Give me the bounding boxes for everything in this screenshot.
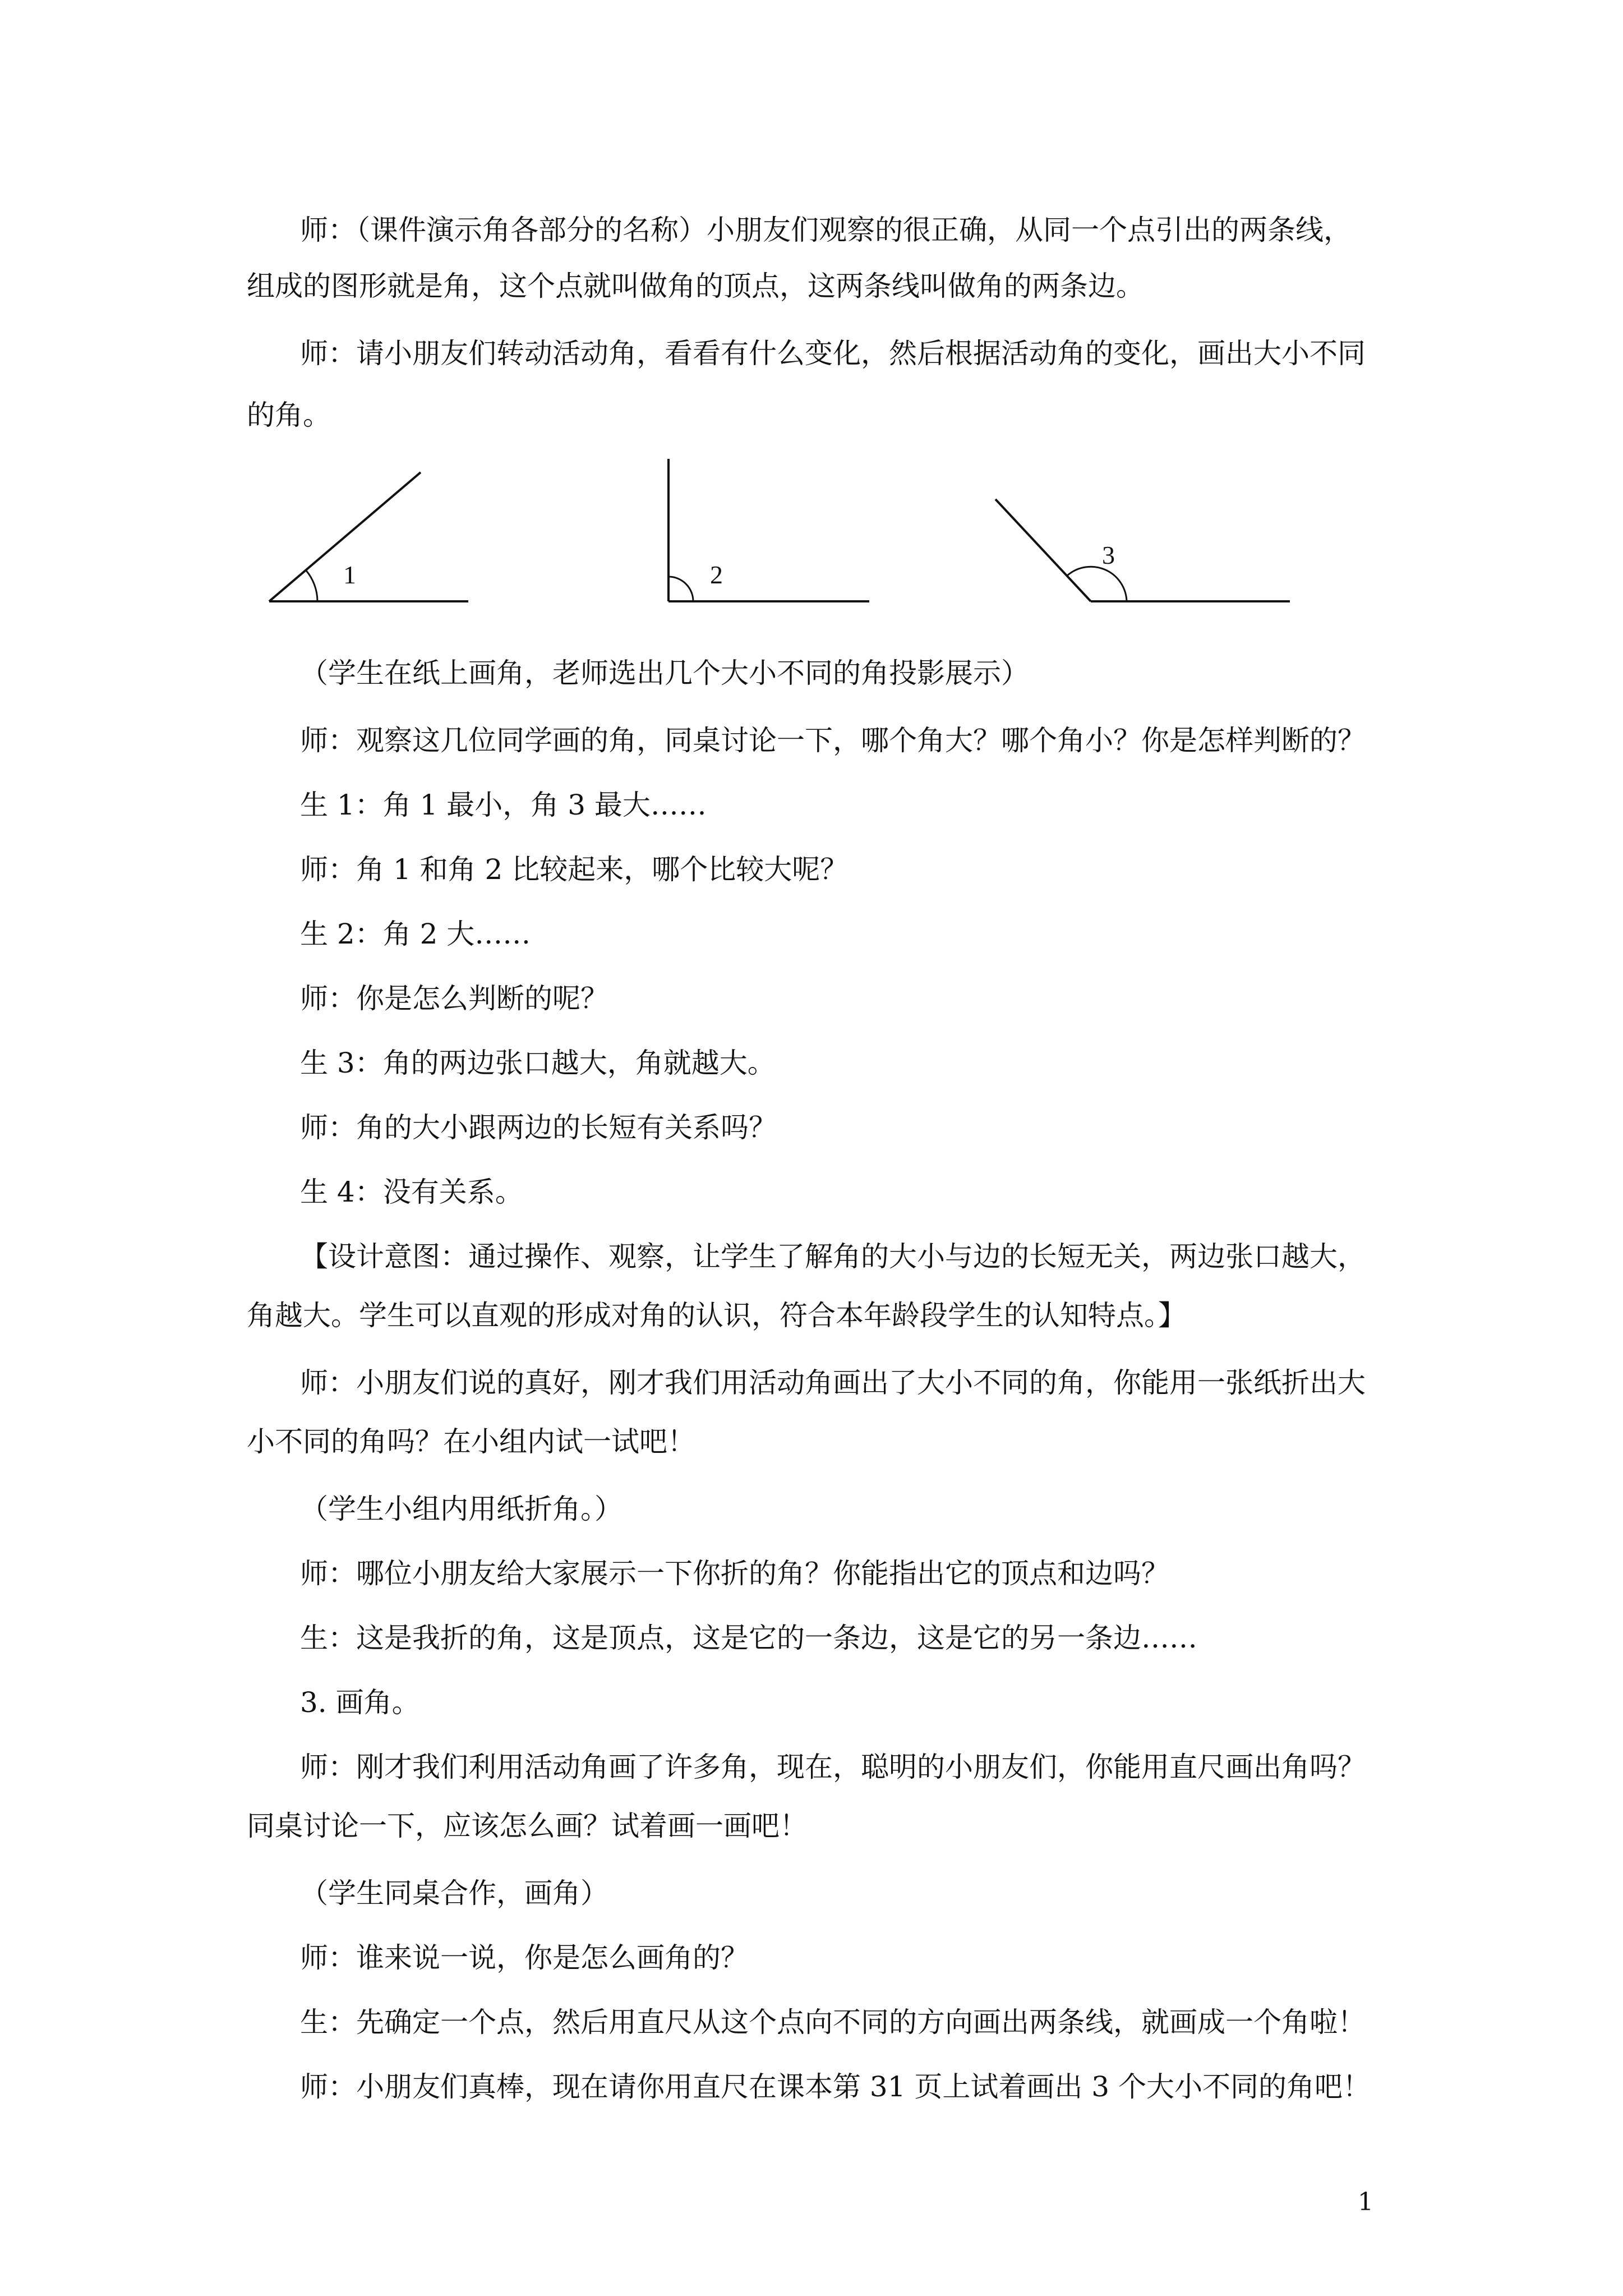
paragraph-text: 组成的图形就是角，这个点就叫做角的顶点，这两条线叫做角的两条边。 xyxy=(247,270,1144,302)
paragraph-text: 师：哪位小朋友给大家展示一下你折的角？你能指出它的顶点和边吗？ xyxy=(300,1557,1169,1590)
paragraph-text: 生 4：没有关系。 xyxy=(300,1176,523,1208)
paragraph-text: 生：这是我折的角，这是顶点，这是它的一条边，这是它的另一条边…… xyxy=(300,1622,1197,1654)
paragraph-text: 师：观察这几位同学画的角，同桌讨论一下，哪个角大？哪个角小？你是怎样判断的？ xyxy=(300,724,1366,757)
angle-1-label: 1 xyxy=(343,560,356,589)
design-intent-text: 【设计意图：通过操作、观察，让学生了解角的大小与边的长短无关，两边张口越大， xyxy=(300,1240,1366,1273)
paragraph-text: 生 1：角 1 最小，角 3 最大…… xyxy=(300,789,707,821)
paragraph-text: （学生在纸上画角，老师选出几个大小不同的角投影展示） xyxy=(300,657,1029,689)
paragraph-text: 的角。 xyxy=(247,399,331,431)
paragraph-text: 师：小朋友们说的真好，刚才我们用活动角画出了大小不同的角，你能用一张纸折出大 xyxy=(300,1366,1366,1399)
paragraph-text: 同桌讨论一下，应该怎么画？试着画一画吧！ xyxy=(247,1810,808,1842)
angle-1-arc xyxy=(306,570,317,601)
angle-1 xyxy=(269,472,468,601)
paragraph-text: 师：小朋友们真棒，现在请你用直尺在课本第 31 页上试着画出 3 个大小不同的角吧！ xyxy=(300,2070,1371,2103)
paragraph-text: 生：先确定一个点，然后用直尺从这个点向不同的方向画出两条线，就画成一个角啦！ xyxy=(300,2006,1366,2039)
angle-2-label: 2 xyxy=(710,560,723,589)
angle-3-label: 3 xyxy=(1102,541,1115,569)
angle-3 xyxy=(995,499,1290,601)
paragraph-text: 生 2：角 2 大…… xyxy=(300,918,531,950)
paragraph-text: （学生同桌合作，画角） xyxy=(300,1877,608,1910)
paragraph-text: 师：（课件演示角各部分的名称）小朋友们观察的很正确，从同一个点引出的两条线， xyxy=(300,214,1352,246)
angle-2 xyxy=(668,459,869,601)
paragraph-text: 师：角 1 和角 2 比较起来，哪个比较大呢？ xyxy=(300,853,849,886)
section-heading: 3. 画角。 xyxy=(300,1686,420,1719)
paragraph-text: 师：请小朋友们转动活动角，看看有什么变化，然后根据活动角的变化，画出大小不同 xyxy=(300,337,1366,370)
paragraph-text: 师：谁来说一说，你是怎么画角的？ xyxy=(300,1941,749,1974)
paragraph-text: 小不同的角吗？在小组内试一试吧！ xyxy=(247,1425,695,1458)
paragraph-text: 师：刚才我们利用活动角画了许多角，现在，聪明的小朋友们，你能用直尺画出角吗？ xyxy=(300,1751,1366,1783)
paragraph-text: 生 3：角的两边张口越大，角就越大。 xyxy=(300,1047,776,1079)
paragraph-text: 师：角的大小跟两边的长短有关系吗？ xyxy=(300,1111,777,1144)
design-intent-text: 角越大。学生可以直观的形成对角的认识，符合本年龄段学生的认知特点。】 xyxy=(247,1299,1186,1332)
angle-3-ray-upper xyxy=(995,499,1091,601)
page-number: 1 xyxy=(1358,2188,1373,2216)
angles-figure xyxy=(247,449,1312,617)
paragraph-text: 师：你是怎么判断的呢？ xyxy=(300,982,608,1015)
paragraph-text: （学生小组内用纸折角。） xyxy=(300,1493,623,1525)
angle-2-arc xyxy=(668,577,693,601)
